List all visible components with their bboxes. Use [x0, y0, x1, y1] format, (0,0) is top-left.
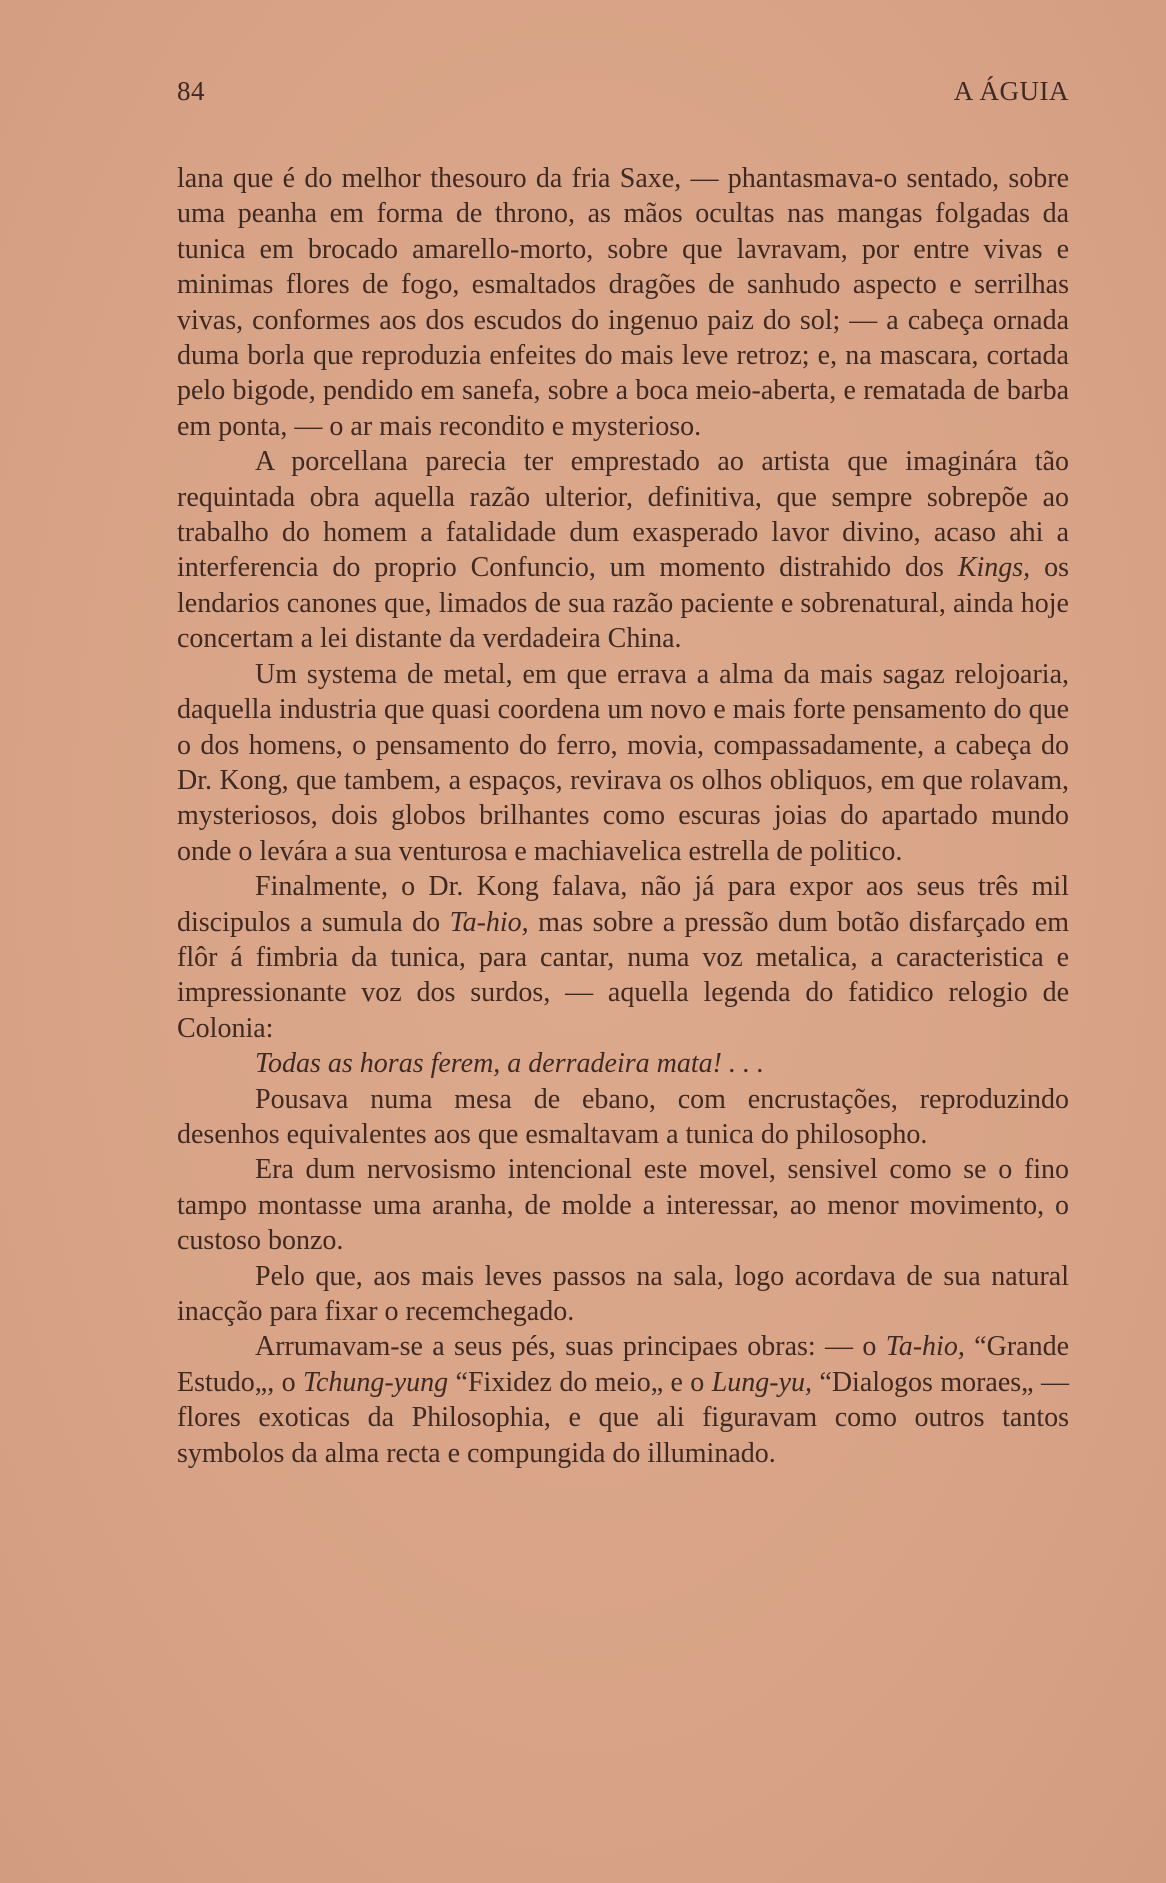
body-text: [177, 161, 1069, 1471]
text-run: Todas as horas ferem, a derradeira mata! . . .: [255, 1048, 764, 1080]
quoted-legend: [177, 1046, 1069, 1081]
text-run: Um systema de metal, em que errava a alma da mais sagaz relojoaria, daquella industria que quasi coordena um novo e mais forte pensamento do que o dos homens, o pensamento do ferro, movia, compassadamente, a cabeça do Dr. Kong, que tambem, a espaços, revirava os olhos obliquos, em que rolavam, mysteriosos, dois globos brilhantes como escuras joias do apartado mundo onde o levára a sua venturosa e machiavelica estrella de politico.: [177, 658, 1069, 867]
text-run: Arrumavam-se a seus pés, suas principaes obras: — o: [255, 1331, 886, 1363]
text-run: A porcellana parecia ter emprestado ao artista que imaginára tão requintada obra aquella razão ulterior, definitiva, que sempre sobrepõe ao trabalho do homem a fatalidade dum exasperado lavor divino, acaso ahi a interferencia do proprio Confuncio, um momento distrahido dos: [177, 446, 1069, 584]
paragraph-1: [177, 161, 1069, 444]
text-run: mas sobre a pressão dum botão disfarçado em flôr á fimbria da tunica, para cantar, numa voz metalica, a caracteristica e impressionante voz dos surdos, — aquella legenda do fatidico relogio de Colonia:: [177, 906, 1069, 1044]
text-run: Finalmente, o Dr. Kong falava, não já para expor aos seus três mil discipulos a sumula do: [177, 871, 1069, 938]
text-run: Era dum nervosismo intencional este movel, sensivel como se o fino tampo montasse uma aranha, de molde a interessar, ao menor movimento, o custoso bonzo.: [177, 1154, 1069, 1257]
paragraph-2: [177, 444, 1069, 656]
italic-title-tchung-yung: Tchung-yung: [302, 1366, 449, 1398]
text-run: os lendarios canones que, limados de sua razão paciente e sobrenatural, ainda hoje concertam a lei distante da verdadeira China.: [177, 552, 1069, 655]
paragraph-6: [177, 1152, 1069, 1258]
italic-title-ta-hio: Ta-hio,: [885, 1331, 965, 1363]
paragraph-4: [177, 869, 1069, 1046]
text-run: “Fixidez do meio„ e o: [448, 1366, 712, 1398]
running-header: [177, 76, 1069, 107]
text-run: “Dialogos moraes„ — flores exoticas da Philosophia, e que ali figuravam como outros tantos symbolos da alma recta e compungida do illuminado.: [177, 1366, 1069, 1469]
page-number: 84: [177, 76, 205, 106]
italic-title-kings: Kings,: [957, 552, 1031, 584]
text-run: Pousava numa mesa de ebano, com encrustações, reproduzindo desenhos equivalentes aos que esmaltavam a tunica do philosopho.: [177, 1083, 1069, 1150]
paragraph-7: [177, 1259, 1069, 1330]
paragraph-8: [177, 1329, 1069, 1471]
italic-title-lung-yu: Lung-yu,: [711, 1366, 813, 1398]
paragraph-3: [177, 657, 1069, 869]
paragraph-5: [177, 1082, 1069, 1153]
italic-title-ta-hio: Ta-hio,: [449, 906, 529, 938]
text-run: “Grande Estudo„, o: [177, 1331, 1069, 1398]
text-run: Pelo que, aos mais leves passos na sala, logo acordava de sua natural inacção para fixar o recemchegado.: [177, 1260, 1069, 1327]
text-run: lana que é do melhor thesouro da fria Saxe, — phantasmava-o sentado, sobre uma peanha em forma de throno, as mãos ocultas nas mangas folgadas da tunica em brocado amarello-morto, sobre que lavravam, por entre vivas e minimas flores de fogo, esmaltados dragões de sanhudo aspecto e serrilhas vivas, conformes aos dos escudos do ingenuo paiz do sol; — a cabeça ornada duma borla que reproduzia enfeites do mais leve retroz; e, na mascara, cortada pelo bigode, pendido em sanefa, sobre a boca meio-aberta, e rematada de barba em ponta, — o ar mais recondito e mysterioso.: [177, 163, 1069, 442]
running-title: A ÁGUIA: [953, 76, 1069, 106]
